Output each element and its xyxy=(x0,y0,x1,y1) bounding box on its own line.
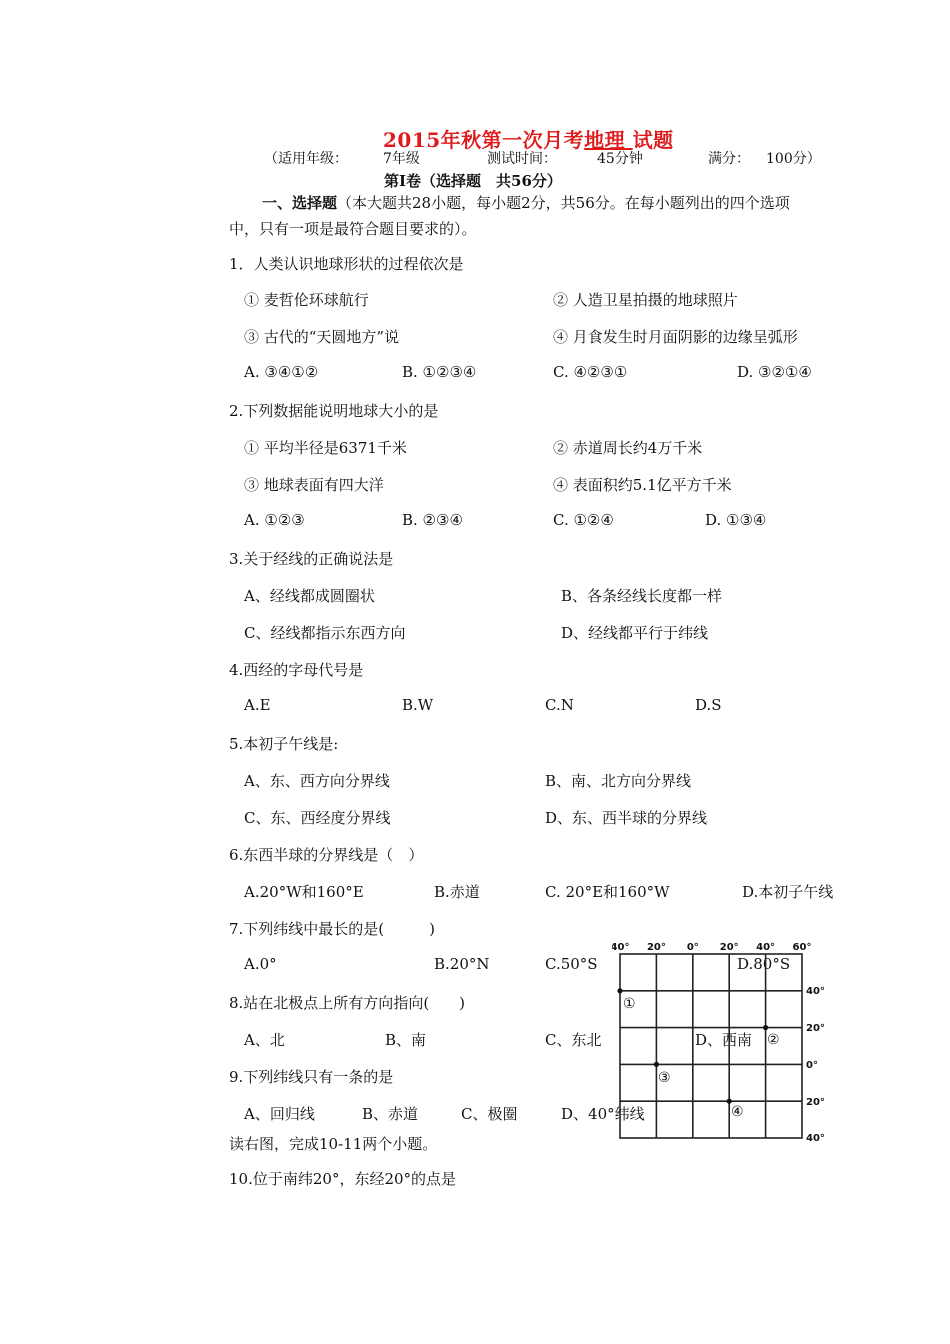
q8-stem: 8.站在北极点上所有方向指向( ) xyxy=(229,994,466,1012)
q7-option-b: B.20°N xyxy=(434,955,490,973)
q1-statement-4: ④ 月食发生时月面阴影的边缘呈弧形 xyxy=(553,328,798,346)
time-value: 45分钟 xyxy=(597,151,643,167)
q5-option-c: C、东、西经度分界线 xyxy=(244,809,391,827)
score-label: 满分： xyxy=(708,151,750,167)
q2-stem: 2.下列数据能说明地球大小的是 xyxy=(229,402,439,420)
q3-option-d: D、经线都平行于纬线 xyxy=(561,624,709,642)
q8-option-a: A、北 xyxy=(244,1031,285,1049)
q6-option-b: B.赤道 xyxy=(434,883,480,901)
top-label-4: 40° xyxy=(756,942,776,953)
q1-option-d: D. ③②①④ xyxy=(737,363,812,381)
top-label-5: 60° xyxy=(792,942,812,953)
exam-title: 2015年秋第一次月考地理 试题 xyxy=(383,128,674,152)
q8-option-b: B、南 xyxy=(385,1031,427,1049)
q9-option-c: C、极圈 xyxy=(461,1105,518,1123)
section-intro-2: 中，只有一项是最符合题目要求的）。 xyxy=(229,220,477,238)
latlong-grid-figure xyxy=(612,938,832,1148)
q7-stem: 7.下列纬线中最长的是( ) xyxy=(229,920,436,938)
q9-stem: 9.下列纬线只有一条的是 xyxy=(229,1068,394,1086)
q1-statement-1: ① 麦哲伦环球航行 xyxy=(244,291,369,309)
q7-option-c: C.50°S xyxy=(545,955,598,973)
section-title: 第Ⅰ卷（选择题 共56分） xyxy=(384,172,562,190)
q2-statement-2: ② 赤道周长约4万千米 xyxy=(553,439,703,457)
q6-stem: 6.东西半球的分界线是（ ） xyxy=(229,846,424,864)
point-2-dot xyxy=(763,1025,768,1030)
right-label-1: 20° xyxy=(806,1023,825,1034)
q2-option-c: C. ①②④ xyxy=(553,511,614,529)
q3-option-b: B、各条经线长度都一样 xyxy=(561,587,723,605)
q1-statement-2: ② 人造卫星拍摄的地球照片 xyxy=(553,291,738,309)
q4-option-c: C.N xyxy=(545,696,574,714)
point-1-dot xyxy=(617,988,622,993)
q2-statement-3: ③ 地球表面有四大洋 xyxy=(244,476,384,494)
point-2-marker: ② xyxy=(767,1032,780,1048)
q5-option-d: D、东、西半球的分界线 xyxy=(545,809,708,827)
q9-option-b: B、赤道 xyxy=(362,1105,419,1123)
top-label-1: 20° xyxy=(646,942,666,953)
q10-stem: 10.位于南纬20°，东经20°的点是 xyxy=(229,1170,457,1188)
q5-option-a: A、东、西方向分界线 xyxy=(244,772,390,790)
read-figure-note: 读右图，完成10-11两个小题。 xyxy=(229,1135,438,1153)
right-label-0: 40° xyxy=(806,986,825,997)
q4-option-d: D.S xyxy=(695,696,722,714)
q3-option-c: C、经线都指示东西方向 xyxy=(244,624,406,642)
q2-statement-1: ① 平均半径是6371千米 xyxy=(244,439,407,457)
q3-stem: 3.关于经线的正确说法是 xyxy=(229,550,394,568)
q1-statement-3: ③ 古代的“天圆地方”说 xyxy=(244,328,400,346)
q8-option-d: D、西南 xyxy=(695,1031,753,1049)
point-3-marker: ③ xyxy=(658,1070,671,1086)
q7-option-a: A.0° xyxy=(244,955,277,973)
q1-option-a: A. ③④①② xyxy=(244,363,319,381)
q5-stem: 5.本初子午线是: xyxy=(229,735,339,753)
top-label-2: 0° xyxy=(686,942,699,953)
q3-option-a: A、经线都成圆圈状 xyxy=(244,587,375,605)
q4-stem: 4.西经的字母代号是 xyxy=(229,661,364,679)
q6-option-a: A.20°W和160°E xyxy=(244,883,364,901)
top-label-0: 40° xyxy=(612,942,630,953)
right-label-2: 0° xyxy=(806,1060,818,1071)
q1-option-c: C. ④②③① xyxy=(553,363,628,381)
point-3-dot xyxy=(654,1062,659,1067)
q4-option-b: B.W xyxy=(402,696,434,714)
right-label-3: 20° xyxy=(806,1097,825,1108)
q6-option-c: C. 20°E和160°W xyxy=(545,883,670,901)
q7-option-d: D.80°S xyxy=(737,955,791,973)
score-value: 100分） xyxy=(766,151,821,167)
q1-stem: 1．人类认识地球形状的过程依次是 xyxy=(229,255,464,273)
point-4-marker: ④ xyxy=(731,1104,744,1120)
q6-option-d: D.本初子午线 xyxy=(742,883,834,901)
right-label-4: 40° xyxy=(806,1133,825,1144)
q9-option-d: D、40°纬线 xyxy=(561,1105,645,1123)
grade-label: （适用年级： xyxy=(264,151,348,167)
q8-option-c: C、东北 xyxy=(545,1031,602,1049)
time-label: 测试时间： xyxy=(487,151,557,167)
latlong-grid-svg xyxy=(612,938,832,1148)
q4-option-a: A.E xyxy=(244,696,271,714)
q5-option-b: B、南、北方向分界线 xyxy=(545,772,692,790)
top-label-3: 20° xyxy=(719,942,739,953)
q2-option-d: D. ①③④ xyxy=(705,511,767,529)
q9-option-a: A、回归线 xyxy=(244,1105,315,1123)
q2-statement-4: ④ 表面积约5.1亿平方千米 xyxy=(553,476,732,494)
q2-option-b: B. ②③④ xyxy=(402,511,463,529)
q1-option-b: B. ①②③④ xyxy=(402,363,477,381)
point-1-marker: ① xyxy=(623,996,636,1012)
grade-value: 7年级 xyxy=(383,151,420,167)
q2-option-a: A. ①②③ xyxy=(244,511,305,529)
section-intro-1: 一、选择题（本大题共28小题，每小题2分，共56分。在每小题列出的四个选项 xyxy=(262,194,790,212)
